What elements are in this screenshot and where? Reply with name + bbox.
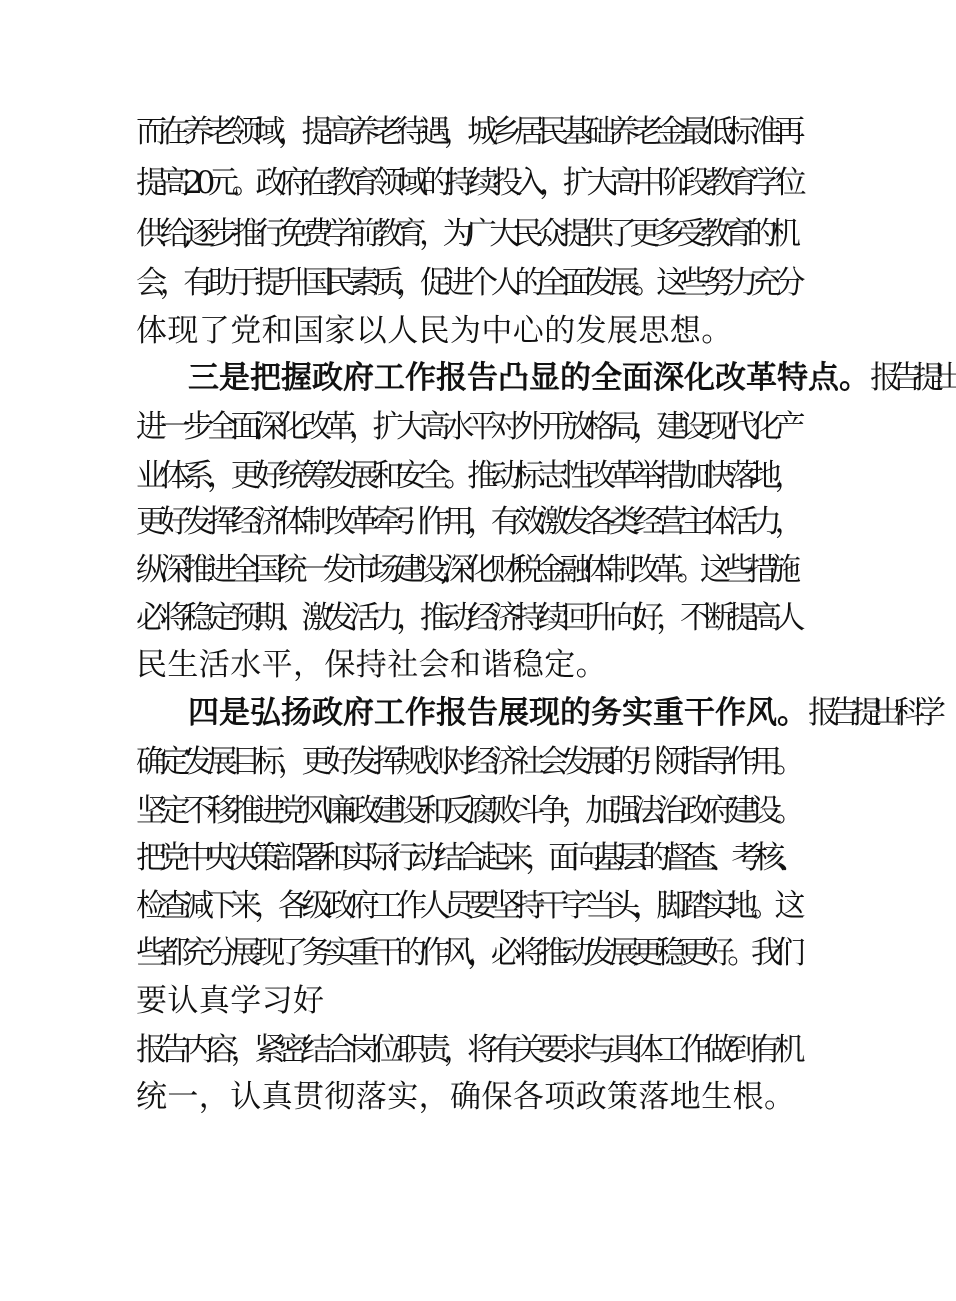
paragraph-2-first-line-rest: 报告提出 <box>870 360 956 396</box>
paragraph-2-line-3: 业体系，更好统筹发展和安全。推动标志性改革举措加快落地， <box>136 458 799 494</box>
paragraph-2-first-line <box>188 358 956 398</box>
paragraph-3-first-line <box>188 693 936 733</box>
paragraph-1-line-2: 提高20元。政府在教育领域的持续投入，扩大高中阶段教育学位 <box>136 165 800 201</box>
paragraph-1-line-1: 而在养老领域，提高养老待遇，城乡居民基础养老金最低标准再 <box>136 114 799 150</box>
paragraph-1-line-3: 供给,逐步推行免费学前教育，为广大民众提供了更多受教育的机 <box>136 216 794 252</box>
paragraph-3-first-line-rest: 报告提出科学 <box>808 695 937 731</box>
paragraph-2-line-2: 进一步全面深化改革，扩大高水平对外开放格局，建设现代化产 <box>136 409 799 445</box>
paragraph-4-line-1: 报告内容，紧密结合岗位职责，将有关要求与具体工作做到有机 <box>136 1032 799 1068</box>
paragraph-3-lead-heading: 四是弘扬政府工作报告展现的务实重干作风。 <box>188 695 808 731</box>
paragraph-3-line-5: 检查减下来，各级政府工作人员要坚持干字当头，脚踏实地。这 <box>136 888 799 924</box>
paragraph-1-line-5: 体现了党和国家以人民为中心的发展思想。 <box>136 313 733 349</box>
paragraph-4-line-2: 统一，认真贯彻落实，确保各项政策落地生根。 <box>136 1079 796 1115</box>
paragraph-3-line-7: 要认真学习好 <box>136 983 325 1019</box>
paragraph-2-line-5: 纵深推进全国统一发市场建设,深化财税金融体制改革。这些措施 <box>136 552 794 588</box>
paragraph-3-line-6: 些都充分展现了务实重干的作风，必将推动发展更稳更好。我们 <box>136 935 799 971</box>
paragraph-2-line-4: 更好发挥经济体制改革牵引作用，有效激发各类经营主体活力， <box>136 504 799 540</box>
paragraph-2-line-6: 必将稳定预期、激发活力，推动经济持续回升向好，不断提高人 <box>136 600 799 636</box>
paragraph-3-line-3: 坚定不移推进党风廉政建设和反腐败斗争，加强法治政府建设。 <box>136 793 799 829</box>
paragraph-2-lead-heading: 三是把握政府工作报告凸显的全面深化改革特点。 <box>188 360 870 396</box>
paragraph-3-line-2: 确定发展目标，更好发挥规划对经济社会发展的引领指导作用。 <box>136 744 799 780</box>
paragraph-2-line-7: 民生活水平，保持社会和谐稳定。 <box>136 647 607 683</box>
paragraph-1-line-4: 会，有助于提升国民素质，促进个人的全面发展。这些努力充分 <box>136 265 799 301</box>
paragraph-3-line-4: 把党中央决策部署和实际行动结合起来，面向基层的督查、考核、 <box>136 840 801 876</box>
